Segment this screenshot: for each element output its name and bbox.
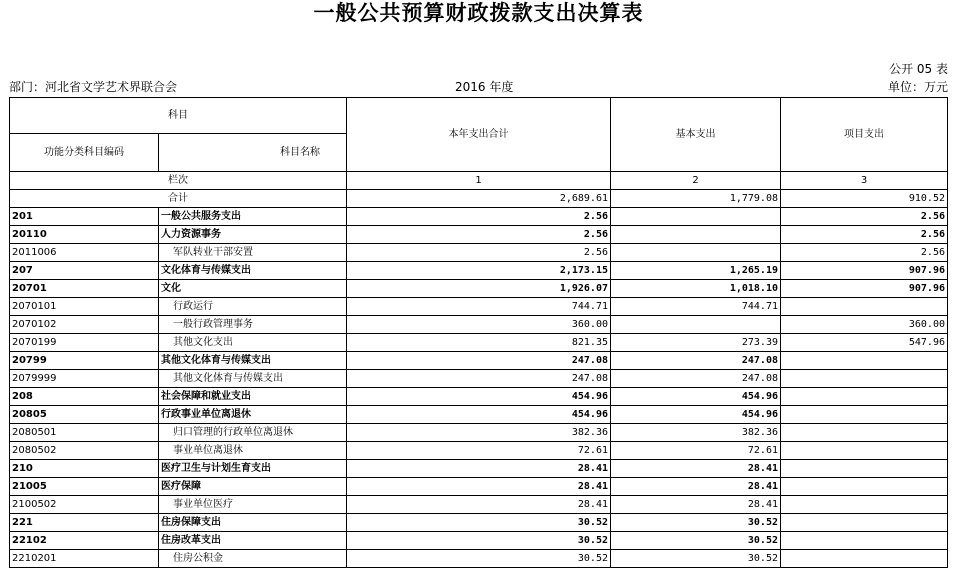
row-total: 2,173.15 (347, 262, 611, 280)
row-code: 207 (10, 262, 159, 280)
row-total: 72.61 (347, 442, 611, 460)
row-name: 医疗卫生与计划生育支出 (159, 460, 347, 478)
table-row (10, 550, 948, 568)
table-row (10, 334, 948, 352)
row-name: 住房保障支出 (159, 514, 347, 532)
row-basic: 247.08 (611, 370, 781, 388)
row-code: 2210201 (10, 550, 159, 568)
table-row (10, 370, 948, 388)
row-project: 907.96 (781, 262, 948, 280)
row-basic: 1,265.19 (611, 262, 781, 280)
row-code: 208 (10, 388, 159, 406)
form-number: 公开 05 表 (889, 62, 948, 76)
row-total: 247.08 (347, 370, 611, 388)
page-title: 一般公共预算财政拨款支出决算表 (313, 1, 644, 25)
sum-project: 910.52 (781, 190, 948, 208)
table-row (10, 280, 948, 298)
sum-total: 2,689.61 (347, 190, 611, 208)
row-name: 事业单位医疗 (159, 496, 347, 514)
row-basic: 744.71 (611, 298, 781, 316)
meta-row (9, 78, 948, 94)
row-code: 2070199 (10, 334, 159, 352)
row-code: 2070101 (10, 298, 159, 316)
row-code: 22102 (10, 532, 159, 550)
row-total: 454.96 (347, 388, 611, 406)
row-name: 一般行政管理事务 (159, 316, 347, 334)
table-row (10, 352, 948, 370)
row-name: 人力资源事务 (159, 226, 347, 244)
header-code: 功能分类科目编码 (10, 134, 159, 172)
row-name: 住房公积金 (159, 550, 347, 568)
row-total: 821.35 (347, 334, 611, 352)
table-row (10, 316, 948, 334)
row-project (781, 388, 948, 406)
row-code: 2079999 (10, 370, 159, 388)
row-code: 2080501 (10, 424, 159, 442)
row-code: 210 (10, 460, 159, 478)
row-code: 21005 (10, 478, 159, 496)
row-code: 2100502 (10, 496, 159, 514)
row-basic: 30.52 (611, 514, 781, 532)
table-row (10, 298, 948, 316)
row-project (781, 370, 948, 388)
column-number-3: 3 (781, 172, 948, 190)
row-basic: 28.41 (611, 496, 781, 514)
row-basic: 1,018.10 (611, 280, 781, 298)
table-row (10, 532, 948, 550)
row-basic: 30.52 (611, 532, 781, 550)
row-name: 归口管理的行政单位离退休 (159, 424, 347, 442)
row-total: 30.52 (347, 514, 611, 532)
row-basic: 30.52 (611, 550, 781, 568)
row-total: 247.08 (347, 352, 611, 370)
row-total: 2.56 (347, 244, 611, 262)
row-project: 907.96 (781, 280, 948, 298)
row-name: 文化 (159, 280, 347, 298)
row-project (781, 532, 948, 550)
row-name: 其他文化体育与传媒支出 (159, 370, 347, 388)
row-basic: 273.39 (611, 334, 781, 352)
row-total: 1,926.07 (347, 280, 611, 298)
table-row (10, 262, 948, 280)
row-basic (611, 208, 781, 226)
row-basic: 247.08 (611, 352, 781, 370)
row-name: 其他文化支出 (159, 334, 347, 352)
row-basic (611, 316, 781, 334)
row-project (781, 550, 948, 568)
row-basic: 454.96 (611, 388, 781, 406)
row-basic: 28.41 (611, 460, 781, 478)
table-row (10, 514, 948, 532)
row-project (781, 478, 948, 496)
table-row (10, 406, 948, 424)
row-project: 360.00 (781, 316, 948, 334)
row-total: 28.41 (347, 478, 611, 496)
row-basic: 454.96 (611, 406, 781, 424)
row-project (781, 460, 948, 478)
column-number-2: 2 (611, 172, 781, 190)
row-basic (611, 226, 781, 244)
row-name: 一般公共服务支出 (159, 208, 347, 226)
header-name: 科目名称 (159, 134, 347, 172)
row-basic: 72.61 (611, 442, 781, 460)
row-code: 20701 (10, 280, 159, 298)
row-basic (611, 244, 781, 262)
table-row (10, 424, 948, 442)
row-project (781, 424, 948, 442)
row-total: 744.71 (347, 298, 611, 316)
row-total: 30.52 (347, 550, 611, 568)
unit-label: 单位：万元 (887, 80, 948, 94)
row-code: 2080502 (10, 442, 159, 460)
row-project (781, 514, 948, 532)
row-code: 20799 (10, 352, 159, 370)
header-total: 本年支出合计 (347, 98, 611, 172)
row-project: 2.56 (781, 208, 948, 226)
table-row (10, 442, 948, 460)
table-row (10, 460, 948, 478)
table-row (10, 496, 948, 514)
row-project (781, 352, 948, 370)
row-project (781, 406, 948, 424)
row-code: 201 (10, 208, 159, 226)
row-code: 221 (10, 514, 159, 532)
row-total: 382.36 (347, 424, 611, 442)
column-number-1: 1 (347, 172, 611, 190)
row-name: 文化体育与传媒支出 (159, 262, 347, 280)
row-code: 20805 (10, 406, 159, 424)
row-project (781, 298, 948, 316)
header-subject: 科目 (10, 98, 347, 134)
fiscal-year: 2016 年度 (455, 80, 514, 94)
row-code: 20110 (10, 226, 159, 244)
row-name: 住房改革支出 (159, 532, 347, 550)
row-basic: 382.36 (611, 424, 781, 442)
row-name: 行政事业单位离退休 (159, 406, 347, 424)
row-total: 360.00 (347, 316, 611, 334)
row-name: 社会保障和就业支出 (159, 388, 347, 406)
header-basic: 基本支出 (611, 98, 781, 172)
table-row (10, 478, 948, 496)
row-basic: 28.41 (611, 478, 781, 496)
table-row (10, 208, 948, 226)
expenditure-table (9, 97, 948, 568)
row-code: 2011006 (10, 244, 159, 262)
row-total: 30.52 (347, 532, 611, 550)
sum-label: 合计 (10, 190, 347, 208)
sum-basic: 1,779.08 (611, 190, 781, 208)
row-name: 事业单位离退休 (159, 442, 347, 460)
row-total: 2.56 (347, 226, 611, 244)
column-number-label: 栏次 (10, 172, 347, 190)
row-name: 军队转业干部安置 (159, 244, 347, 262)
row-code: 2070102 (10, 316, 159, 334)
row-total: 28.41 (347, 496, 611, 514)
row-project (781, 442, 948, 460)
row-name: 行政运行 (159, 298, 347, 316)
table-row (10, 244, 948, 262)
header-project: 项目支出 (781, 98, 948, 172)
row-project (781, 496, 948, 514)
department-label: 部门：河北省文学艺术界联合会 (9, 80, 178, 94)
row-name: 其他文化体育与传媒支出 (159, 352, 347, 370)
table-row (10, 388, 948, 406)
row-project: 2.56 (781, 244, 948, 262)
row-total: 454.96 (347, 406, 611, 424)
row-project: 2.56 (781, 226, 948, 244)
row-name: 医疗保障 (159, 478, 347, 496)
row-total: 28.41 (347, 460, 611, 478)
table-row (10, 226, 948, 244)
row-project: 547.96 (781, 334, 948, 352)
row-total: 2.56 (347, 208, 611, 226)
